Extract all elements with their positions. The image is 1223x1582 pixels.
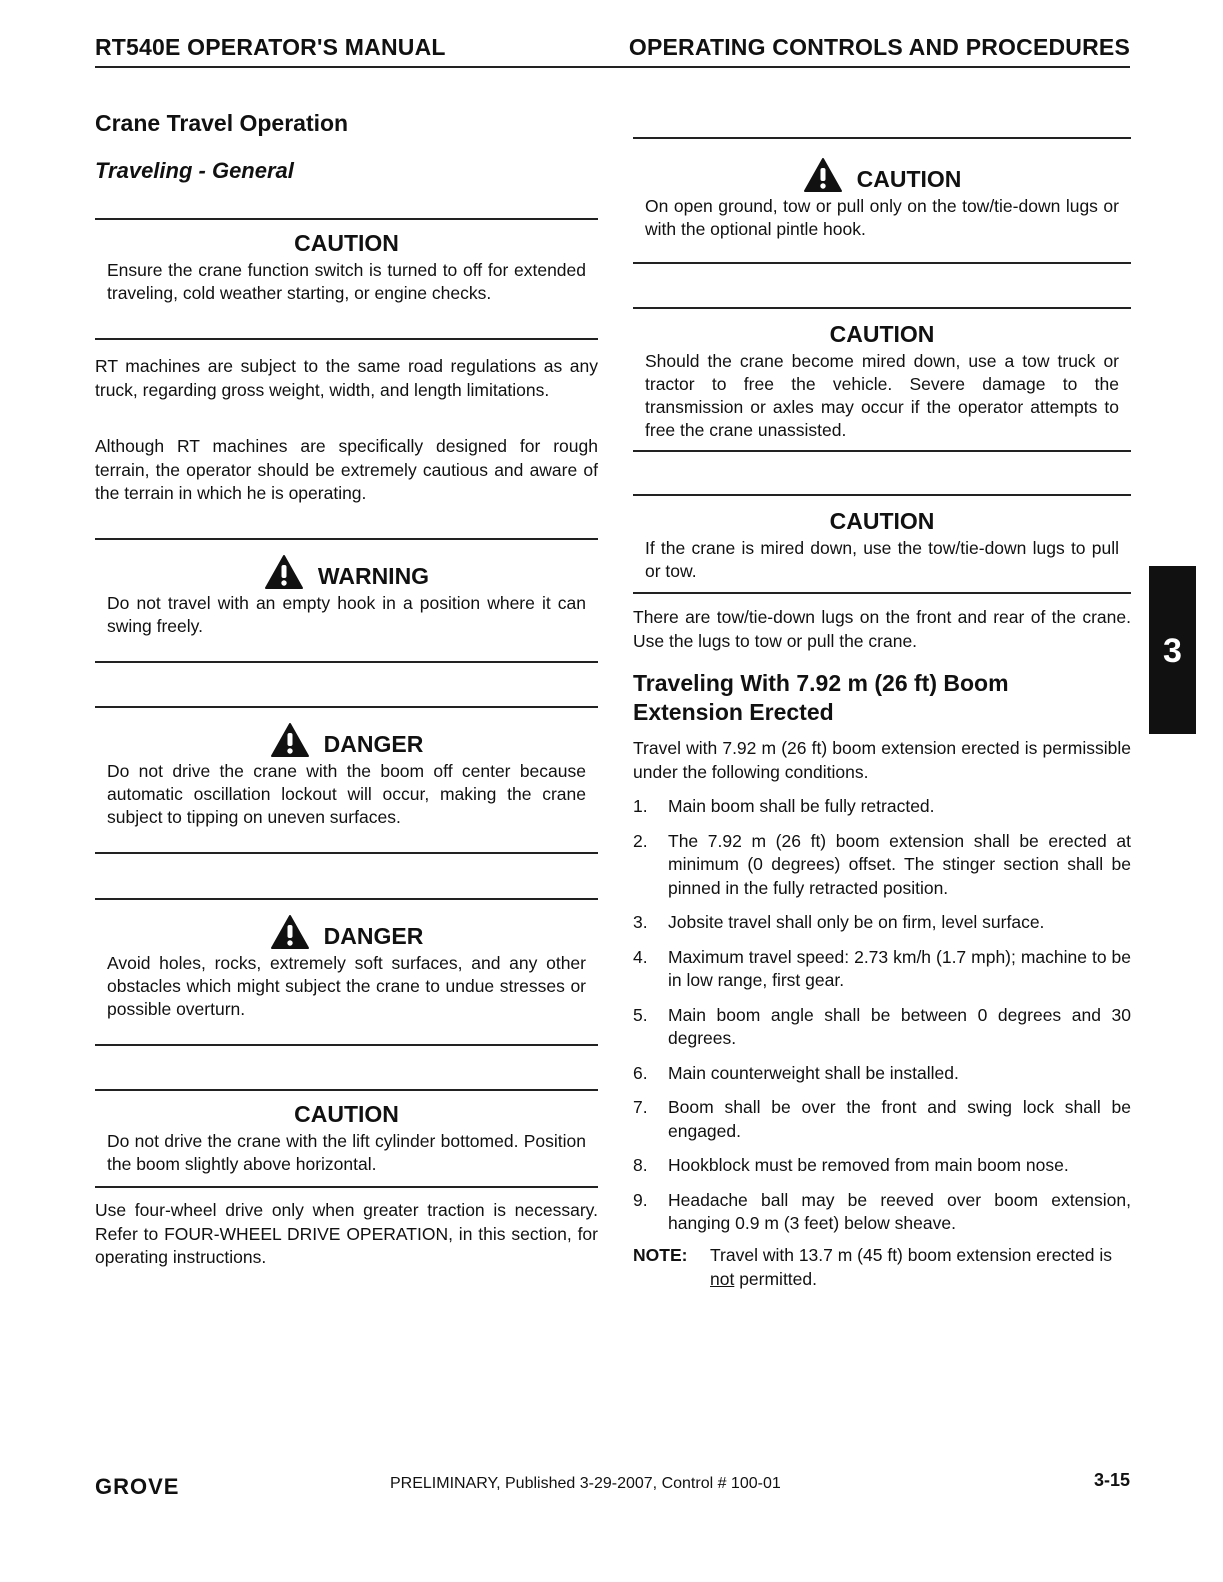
danger-triangle-icon bbox=[270, 722, 310, 758]
caution-triangle-icon bbox=[803, 157, 843, 193]
caution-box-mired-down bbox=[633, 307, 1131, 452]
caution-text: Ensure the crane function switch is turned to off for extended traveling, cold weather starting, or engine checks. bbox=[107, 260, 586, 303]
danger-box-obstacles bbox=[95, 898, 598, 1046]
warning-title-row bbox=[95, 550, 598, 590]
danger-title: DANGER bbox=[323, 731, 424, 757]
note-text: Travel with 13.7 m (45 ft) boom extension erected is not permitted. bbox=[710, 1245, 1113, 1289]
caution-box-tow-or-pull bbox=[633, 494, 1131, 594]
caution-text: On open ground, tow or pull only on the tow/tie-down lugs or with the optional pintle hook. bbox=[645, 196, 1119, 239]
list-item: 4. Maximum travel speed: 2.73 km/h (1.7 mph); machine to be in low range, first gear. bbox=[633, 946, 1131, 990]
heading-line-1: Traveling With 7.92 m (26 ft) Boom bbox=[633, 670, 1009, 696]
list-item: 6. Main counterweight shall be installed. bbox=[633, 1062, 959, 1083]
list-item: 9. Headache ball may be reeved over boom extension, hanging 0.9 m (3 feet) below sheave. bbox=[633, 1189, 1131, 1233]
publication-info: PRELIMINARY, Published 3-29-2007, Control # 100-01 bbox=[390, 1475, 781, 1492]
grove-logo: GROVE bbox=[95, 1474, 180, 1499]
danger-triangle-icon bbox=[270, 914, 310, 950]
warning-box-empty-hook bbox=[95, 538, 598, 663]
caution-title: CAUTION bbox=[294, 1101, 399, 1127]
danger-title-row bbox=[95, 910, 598, 950]
conditions-list bbox=[633, 795, 1131, 1247]
chapter-tab-number: 3 bbox=[1163, 632, 1182, 670]
subsection-title: Traveling - General bbox=[95, 158, 294, 183]
list-item: 1. Main boom shall be fully retracted. bbox=[633, 796, 935, 816]
paragraph-tow-lugs: There are tow/tie-down lugs on the front and rear of the crane. Use the lugs to tow or pull the crane. bbox=[633, 607, 1131, 651]
chapter-tab bbox=[1149, 566, 1196, 734]
list-item: 2. The 7.92 m (26 ft) boom extension shall be erected at minimum (0 degrees) offset. The stinger section shall be pinned in the fully retracted position. bbox=[633, 830, 1131, 898]
boom-extension-heading bbox=[633, 669, 1009, 727]
danger-box-boom-off-center bbox=[95, 706, 598, 854]
section-title: Crane Travel Operation bbox=[95, 110, 349, 136]
caution-title: CAUTION bbox=[856, 166, 962, 192]
page-number: 3-15 bbox=[1093, 1470, 1130, 1490]
warning-triangle-icon bbox=[264, 554, 304, 590]
danger-title: DANGER bbox=[323, 923, 424, 949]
manual-title: RT540E OPERATOR'S MANUAL bbox=[95, 34, 446, 60]
danger-title-row bbox=[95, 718, 598, 758]
note-45ft-extension bbox=[633, 1244, 1131, 1291]
caution-text: Do not drive the crane with the lift cylinder bottomed. Position the boom slightly above horizontal. bbox=[107, 1131, 586, 1174]
warning-text: Do not travel with an empty hook in a position where it can swing freely. bbox=[107, 593, 586, 636]
caution-title-row bbox=[633, 153, 1131, 193]
note-label: NOTE: bbox=[633, 1245, 688, 1265]
caution-box-lift-cylinder bbox=[95, 1089, 598, 1188]
header-rule bbox=[95, 66, 1130, 68]
caution-title: CAUTION bbox=[294, 230, 399, 256]
list-item: 3. Jobsite travel shall only be on firm, level surface. bbox=[633, 912, 1045, 932]
list-item: 7. Boom shall be over the front and swing lock shall be engaged. bbox=[633, 1097, 1131, 1141]
paragraph-rough-terrain: Although RT machines are specifically designed for rough terrain, the operator should be extremely cautious and aware of the terrain in which he is operating. bbox=[95, 436, 598, 503]
caution-title: CAUTION bbox=[829, 321, 935, 347]
list-item: 8. Hookblock must be removed from main boom nose. bbox=[633, 1155, 1069, 1175]
danger-text: Avoid holes, rocks, extremely soft surfaces, and any other obstacles which might subject the crane to undue stresses or possible overturn. bbox=[107, 953, 586, 1019]
paragraph-road-regulations: RT machines are subject to the same road regulations as any truck, regarding gross weight, width, and length limitations. bbox=[95, 356, 598, 400]
caution-box-tow-lugs bbox=[633, 137, 1131, 264]
danger-text: Do not drive the crane with the boom off center because automatic oscillation lockout will occur, making the crane subject to tipping on uneven surfaces. bbox=[107, 761, 586, 827]
caution-text: If the crane is mired down, use the tow/tie-down lugs to pull or tow. bbox=[645, 538, 1119, 581]
paragraph-travel-conditions: Travel with 7.92 m (26 ft) boom extension erected is permissible under the following conditions. bbox=[633, 738, 1131, 782]
list-item: 5. Main boom angle shall be between 0 degrees and 30 degrees. bbox=[633, 1004, 1131, 1048]
caution-title: CAUTION bbox=[829, 508, 935, 534]
chapter-title: OPERATING CONTROLS AND PROCEDURES bbox=[628, 34, 1130, 60]
heading-line-2: Extension Erected bbox=[633, 699, 834, 725]
paragraph-four-wheel-drive: Use four-wheel drive only when greater traction is necessary. Refer to FOUR-WHEEL DRIVE OPERATION, in this section, for operating instructions. bbox=[95, 1200, 598, 1267]
warning-title: WARNING bbox=[317, 563, 430, 589]
caution-box-crane-function bbox=[95, 218, 598, 340]
caution-text: Should the crane become mired down, use a tow truck or tractor to free the vehicle. Severe damage to the transmission or axles may occur if the operator attempts to free the crane unassisted. bbox=[645, 351, 1119, 440]
